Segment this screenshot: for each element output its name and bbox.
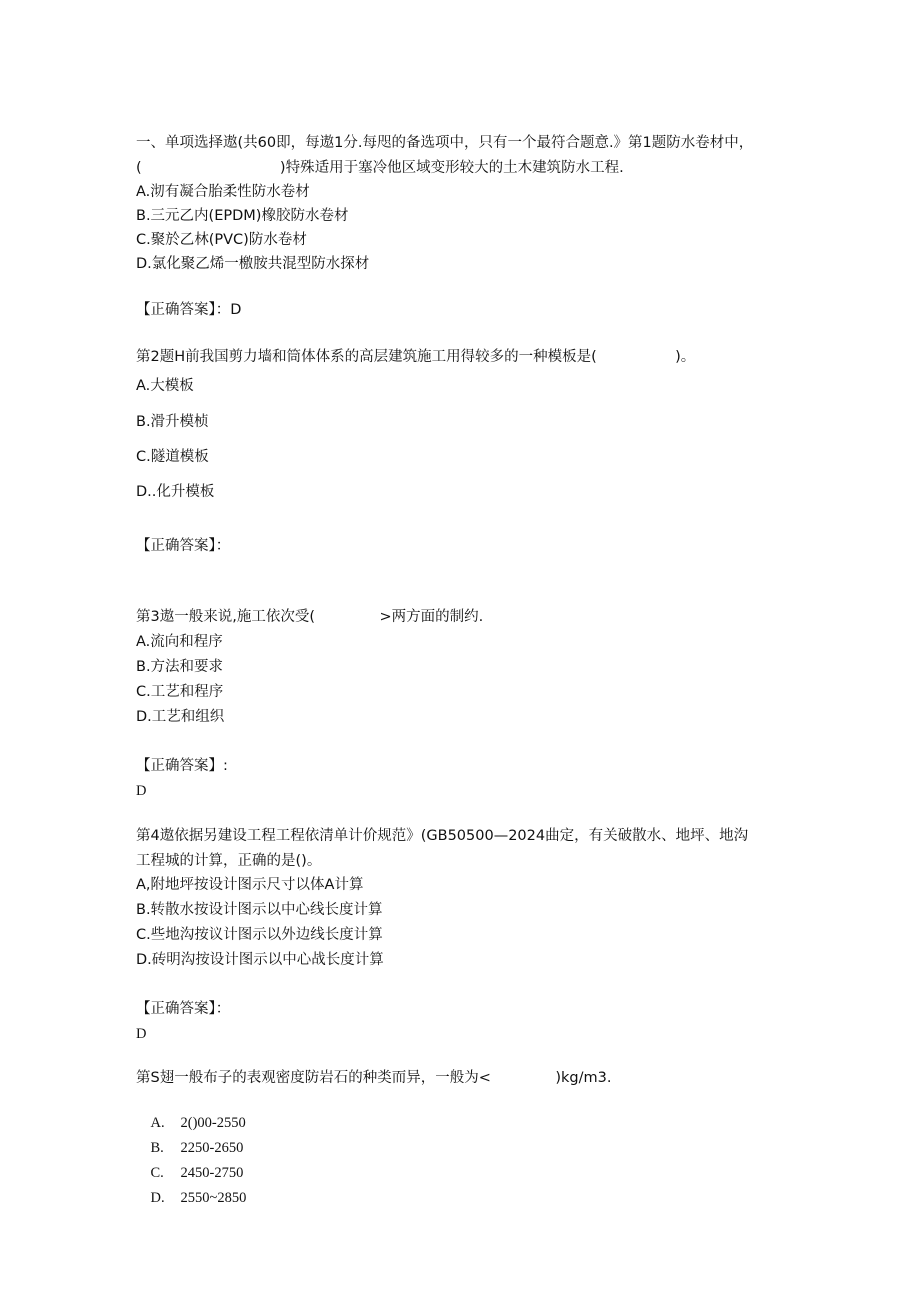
q3-answer-value: D xyxy=(136,783,147,799)
q4-stem-line-1: 第4遨依据另建设工程工程依清单计价规范》(GB50500—2024曲定，有关破散水、地坪、地沟 xyxy=(136,828,749,844)
q1-option-d: D.氯化聚乙烯一檄胺共混型防水探材 xyxy=(136,256,370,272)
q2-stem-line-1: 第2题H前我国剪力墙和筒体体系的高层建筑施工用得较多的一种模板是( )。 xyxy=(136,349,696,365)
q3-option-d: D.工艺和组织 xyxy=(136,709,225,725)
q2-option-b: B.滑升模桢 xyxy=(136,414,209,430)
q5-option-b-label: B. xyxy=(150,1140,164,1156)
q3-option-c: C.工艺和程序 xyxy=(136,684,224,700)
q1-option-c: C.聚於乙林(PVC)防水卷材 xyxy=(136,232,307,248)
q4-answer-label: 【正确答案】： xyxy=(136,1001,231,1017)
q5-option-b-value: 2250-2650 xyxy=(180,1140,244,1156)
q1-answer-label: 【正确答案】：D xyxy=(136,302,242,318)
q5-option-d xyxy=(136,1168,246,1228)
q3-option-b: B.方法和要求 xyxy=(136,659,224,675)
q1-stem-line-2: ( )特殊适用于塞冷他区域变形较大的土木建筑防水工程. xyxy=(136,160,624,176)
q1-stem-line-1: 一、单项选择遨(共60即，每遨1分.每咫的备选项中，只有一个最符合题意.》第1题防水卷材中， xyxy=(136,135,754,151)
q3-option-a: A.流向和程序 xyxy=(136,634,223,650)
q5-option-c-label: C. xyxy=(150,1165,164,1181)
q2-option-d: D..化升模板 xyxy=(136,484,215,500)
q5-option-d-value: 2550~2850 xyxy=(180,1190,247,1206)
q4-option-d: D.砖明沟按设计图示以中心战长度计算 xyxy=(136,952,384,968)
q4-option-b: B.转散水按设计图示以中心线长度计算 xyxy=(136,902,383,918)
q5-option-c-value: 2450-2750 xyxy=(180,1165,244,1181)
q2-answer-label: 【正确答案】： xyxy=(136,538,231,554)
q5-option-a-value: 2()00-2550 xyxy=(180,1115,246,1131)
q5-stem-line-1: 第S翅一般布子的表观密度防岩石的种类而异，一般为< )kg/m3. xyxy=(136,1070,612,1086)
q3-stem-line-1: 第3遨一般来说,施工依次受( >两方面的制约. xyxy=(136,609,484,625)
q5-option-a-label: A. xyxy=(150,1115,165,1131)
q4-stem-line-2: 工程城的计算，正确的是()。 xyxy=(136,853,322,869)
q4-option-c: C.些地沟按议计图示以外边线长度计算 xyxy=(136,927,383,943)
q4-option-a: A,附地坪按设计图示尺寸以体A计算 xyxy=(136,877,364,893)
q2-option-a: A.大模板 xyxy=(136,378,194,394)
q1-option-a: A.沏有凝合胎柔性防水卷材 xyxy=(136,184,310,200)
q4-answer-value: D xyxy=(136,1026,147,1042)
q2-option-c: C.隧道模板 xyxy=(136,449,209,465)
q3-answer-label: 【正确答案】: xyxy=(136,758,228,774)
q5-option-d-label: D. xyxy=(150,1190,165,1206)
q1-option-b: B.三元乙内(EPDM)橡胶防水卷材 xyxy=(136,208,349,224)
